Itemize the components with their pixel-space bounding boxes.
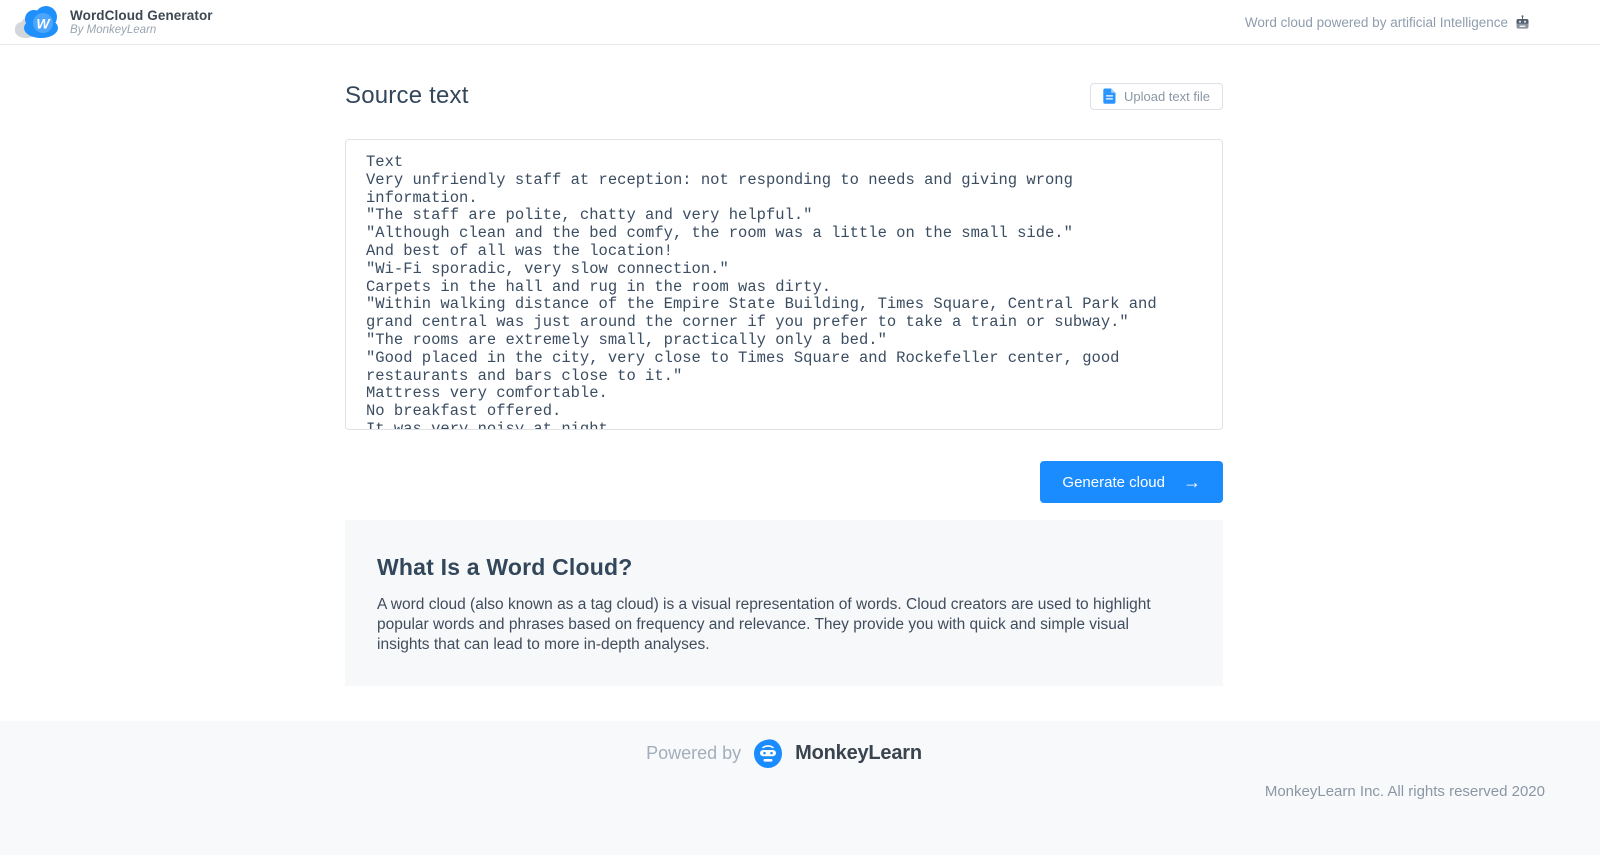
file-upload-icon — [1103, 88, 1116, 104]
app-header — [0, 0, 1600, 45]
svg-text:W: W — [36, 15, 50, 32]
page-footer — [0, 721, 1600, 855]
app-logo[interactable] — [10, 2, 213, 42]
upload-button-label: Upload text file — [1124, 88, 1210, 104]
arrow-right-icon: → — [1183, 472, 1201, 492]
app-title: WordCloud Generator — [70, 8, 213, 23]
header-tagline — [1245, 15, 1530, 30]
generate-button-label: Generate cloud — [1062, 473, 1165, 491]
info-section-title: What Is a Word Cloud? — [377, 554, 633, 580]
page-title: Source text — [345, 82, 469, 109]
powered-by-label: Powered by — [646, 742, 742, 763]
actions-row — [345, 461, 1223, 503]
main-content — [345, 82, 1223, 686]
tagline-text: Word cloud powered by artificial Intelligence — [1244, 14, 1508, 30]
robot-icon — [1515, 15, 1530, 30]
upload-text-file-button[interactable] — [1090, 83, 1223, 110]
what-is-wordcloud-section — [345, 520, 1223, 686]
copyright-text: MonkeyLearn Inc. All rights reserved 2020 — [1264, 782, 1545, 800]
wordcloud-logo-icon — [10, 2, 64, 42]
powered-by-row — [345, 738, 1223, 769]
app-subtitle: By MonkeyLearn — [70, 24, 157, 36]
generate-cloud-button[interactable] — [1040, 461, 1223, 503]
source-header-row — [345, 82, 1223, 110]
info-section-body: A word cloud (also known as a tag cloud) is a visual representation of words. Cloud creators are used to highlight popular words and phrases based on frequency and relevance. They provide you with quick and simple visual insights that can lead to more in-depth analyses. — [377, 596, 1151, 653]
monkeylearn-logo-icon — [753, 738, 783, 769]
source-text-input[interactable] — [345, 139, 1223, 430]
monkeylearn-brand-name[interactable]: MonkeyLearn — [795, 741, 922, 764]
